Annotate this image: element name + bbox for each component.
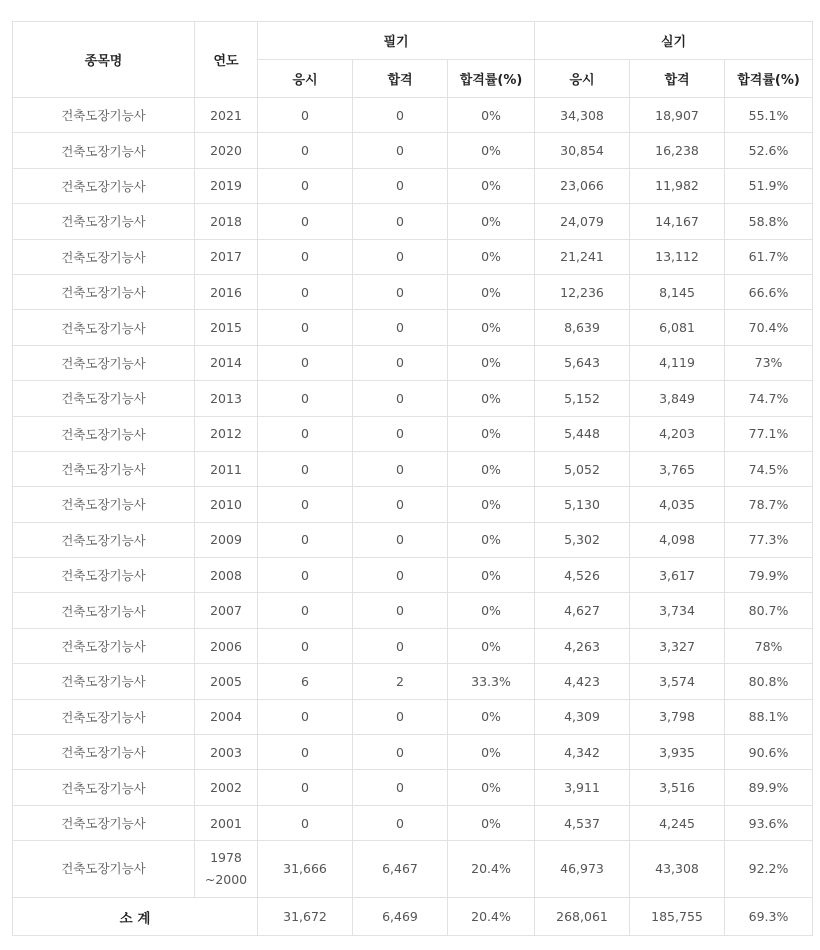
cell-name: 건축도장기능사: [13, 770, 195, 805]
cell-year: [195, 522, 258, 557]
table-row: [13, 558, 813, 593]
cell-practical-passed: 3,617: [630, 558, 725, 593]
header-year: 연도: [195, 22, 258, 98]
cell-written-passed: 0: [353, 416, 448, 451]
cell-written-passed: 0: [353, 239, 448, 274]
cell-practical-rate: 80.8%: [725, 664, 813, 699]
header-name: 종목명: [13, 22, 195, 98]
table-row: [13, 628, 813, 663]
cell-written-applied: 0: [258, 522, 353, 557]
cell-practical-rate: 88.1%: [725, 699, 813, 734]
cell-practical-passed: 3,798: [630, 699, 725, 734]
table-header: [13, 22, 813, 98]
cell-written-passed: 0: [353, 735, 448, 770]
total-practical-applied: 268,061: [535, 898, 630, 936]
cell-year: [195, 133, 258, 168]
table-row: [13, 805, 813, 840]
cell-name: 건축도장기능사: [13, 558, 195, 593]
cell-written-rate: 0%: [448, 522, 535, 557]
cell-practical-rate: 77.1%: [725, 416, 813, 451]
cell-written-rate: 0%: [448, 204, 535, 239]
table-row: [13, 522, 813, 557]
cell-practical-rate: 70.4%: [725, 310, 813, 345]
year-text: 2010: [210, 496, 242, 512]
cell-written-passed: 0: [353, 98, 448, 133]
table-row: [13, 416, 813, 451]
cell-year: [195, 805, 258, 840]
cell-name: 건축도장기능사: [13, 664, 195, 699]
cell-practical-applied: 4,309: [535, 699, 630, 734]
table-row: [13, 699, 813, 734]
cell-practical-applied: 12,236: [535, 274, 630, 309]
year-text: 2003: [210, 744, 242, 760]
cell-year: [195, 345, 258, 380]
cell-written-applied: 0: [258, 310, 353, 345]
cell-written-applied: 0: [258, 735, 353, 770]
header-practical-rate: 합격률(%): [725, 60, 813, 98]
cell-year: [195, 310, 258, 345]
cell-practical-rate: 55.1%: [725, 98, 813, 133]
cell-practical-rate: 78%: [725, 628, 813, 663]
year-text: 2009: [210, 532, 242, 548]
cell-name: 건축도장기능사: [13, 841, 195, 898]
cell-written-passed: 0: [353, 699, 448, 734]
cell-written-applied: 0: [258, 416, 353, 451]
cell-written-applied: 0: [258, 558, 353, 593]
year-text: 2017: [210, 249, 242, 265]
cell-written-applied: 0: [258, 805, 353, 840]
year-text: 2016: [210, 284, 242, 300]
cell-year: [195, 98, 258, 133]
cell-name: 건축도장기능사: [13, 416, 195, 451]
cell-written-rate: 0%: [448, 416, 535, 451]
year-text: 2005: [210, 673, 242, 689]
cell-written-rate: 0%: [448, 558, 535, 593]
table-row: [13, 274, 813, 309]
cell-practical-passed: 14,167: [630, 204, 725, 239]
cell-year: [195, 274, 258, 309]
cell-written-rate: 0%: [448, 381, 535, 416]
cell-practical-rate: 52.6%: [725, 133, 813, 168]
table-row: [13, 310, 813, 345]
cell-written-passed: 0: [353, 204, 448, 239]
cell-practical-rate: 51.9%: [725, 168, 813, 203]
cell-practical-applied: 5,448: [535, 416, 630, 451]
header-practical: 실기: [535, 22, 813, 60]
cell-practical-rate: 79.9%: [725, 558, 813, 593]
year-text: 2018: [210, 213, 242, 229]
cell-practical-passed: 4,245: [630, 805, 725, 840]
year-text: 2001: [210, 815, 242, 831]
header-row-top: [13, 22, 813, 60]
header-written-rate: 합격률(%): [448, 60, 535, 98]
year-text: 2013: [210, 390, 242, 406]
cell-practical-applied: 5,302: [535, 522, 630, 557]
cell-written-passed: 0: [353, 274, 448, 309]
cell-written-rate: 0%: [448, 487, 535, 522]
cell-practical-passed: 13,112: [630, 239, 725, 274]
cell-year: [195, 487, 258, 522]
cell-practical-applied: 4,627: [535, 593, 630, 628]
cell-written-rate: 20.4%: [448, 841, 535, 898]
year-text: 2007: [210, 603, 242, 619]
cell-practical-applied: 23,066: [535, 168, 630, 203]
cell-name: 건축도장기능사: [13, 98, 195, 133]
cell-written-passed: 0: [353, 451, 448, 486]
cell-written-rate: 0%: [448, 770, 535, 805]
cell-written-passed: 0: [353, 487, 448, 522]
cell-name: 건축도장기능사: [13, 168, 195, 203]
cell-practical-applied: 3,911: [535, 770, 630, 805]
cell-written-applied: 0: [258, 239, 353, 274]
table-row: [13, 770, 813, 805]
table-row: [13, 168, 813, 203]
cell-practical-passed: 3,734: [630, 593, 725, 628]
cell-name: 건축도장기능사: [13, 274, 195, 309]
cell-practical-passed: 6,081: [630, 310, 725, 345]
cell-written-applied: 0: [258, 381, 353, 416]
cell-year: [195, 416, 258, 451]
cell-written-rate: 0%: [448, 345, 535, 380]
year-text: 2019: [210, 178, 242, 194]
cell-practical-applied: 4,263: [535, 628, 630, 663]
cell-written-applied: 6: [258, 664, 353, 699]
cell-year: [195, 204, 258, 239]
total-row: [13, 898, 813, 936]
cell-practical-applied: 46,973: [535, 841, 630, 898]
exam-stats-table-container: [12, 21, 813, 936]
cell-name: 건축도장기능사: [13, 381, 195, 416]
cell-written-rate: 0%: [448, 239, 535, 274]
cell-practical-applied: 4,526: [535, 558, 630, 593]
cell-practical-applied: 5,130: [535, 487, 630, 522]
cell-practical-rate: 74.5%: [725, 451, 813, 486]
cell-written-rate: 0%: [448, 98, 535, 133]
cell-name: 건축도장기능사: [13, 451, 195, 486]
cell-name: 건축도장기능사: [13, 310, 195, 345]
cell-written-rate: 0%: [448, 451, 535, 486]
table-row: [13, 487, 813, 522]
cell-written-rate: 0%: [448, 628, 535, 663]
table-row: [13, 204, 813, 239]
cell-name: 건축도장기능사: [13, 345, 195, 380]
cell-year: [195, 558, 258, 593]
cell-written-rate: 0%: [448, 168, 535, 203]
cell-practical-applied: 8,639: [535, 310, 630, 345]
header-practical-applied: 응시: [535, 60, 630, 98]
cell-practical-applied: 24,079: [535, 204, 630, 239]
cell-written-passed: 0: [353, 133, 448, 168]
cell-name: 건축도장기능사: [13, 204, 195, 239]
cell-written-applied: 0: [258, 770, 353, 805]
total-practical-passed: 185,755: [630, 898, 725, 936]
cell-practical-applied: 5,052: [535, 451, 630, 486]
cell-name: 건축도장기능사: [13, 628, 195, 663]
table-row: [13, 98, 813, 133]
cell-name: 건축도장기능사: [13, 699, 195, 734]
cell-year: [195, 451, 258, 486]
header-written-passed: 합격: [353, 60, 448, 98]
cell-practical-rate: 89.9%: [725, 770, 813, 805]
cell-practical-rate: 61.7%: [725, 239, 813, 274]
cell-practical-applied: 34,308: [535, 98, 630, 133]
cell-practical-passed: 18,907: [630, 98, 725, 133]
cell-practical-passed: 3,935: [630, 735, 725, 770]
cell-written-passed: 6,467: [353, 841, 448, 898]
table-row: [13, 345, 813, 380]
cell-written-passed: 0: [353, 345, 448, 380]
cell-practical-passed: 11,982: [630, 168, 725, 203]
year-text: 2021: [210, 107, 242, 123]
year-text: 2014: [210, 355, 242, 371]
total-written-rate: 20.4%: [448, 898, 535, 936]
table-row: [13, 841, 813, 898]
cell-written-rate: 0%: [448, 310, 535, 345]
cell-written-rate: 0%: [448, 805, 535, 840]
table-row: [13, 451, 813, 486]
cell-practical-applied: 4,342: [535, 735, 630, 770]
cell-year: [195, 699, 258, 734]
cell-practical-passed: 3,327: [630, 628, 725, 663]
cell-practical-passed: 43,308: [630, 841, 725, 898]
cell-name: 건축도장기능사: [13, 487, 195, 522]
cell-year: [195, 770, 258, 805]
cell-practical-passed: 4,203: [630, 416, 725, 451]
cell-written-passed: 0: [353, 558, 448, 593]
cell-practical-rate: 78.7%: [725, 487, 813, 522]
cell-practical-applied: 5,643: [535, 345, 630, 380]
cell-written-rate: 0%: [448, 699, 535, 734]
cell-written-applied: 0: [258, 133, 353, 168]
year-text: 2006: [210, 638, 242, 654]
total-written-passed: 6,469: [353, 898, 448, 936]
cell-written-rate: 0%: [448, 735, 535, 770]
cell-written-passed: 0: [353, 310, 448, 345]
cell-written-applied: 31,666: [258, 841, 353, 898]
cell-name: 건축도장기능사: [13, 522, 195, 557]
cell-practical-rate: 92.2%: [725, 841, 813, 898]
cell-written-applied: 0: [258, 204, 353, 239]
year-text: 2011: [210, 461, 242, 477]
total-written-applied: 31,672: [258, 898, 353, 936]
cell-written-rate: 0%: [448, 274, 535, 309]
cell-written-applied: 0: [258, 168, 353, 203]
year-text: 2008: [210, 567, 242, 583]
cell-written-passed: 0: [353, 168, 448, 203]
table-row: [13, 381, 813, 416]
cell-practical-passed: 3,516: [630, 770, 725, 805]
cell-name: 건축도장기능사: [13, 239, 195, 274]
cell-name: 건축도장기능사: [13, 133, 195, 168]
cell-year: [195, 841, 258, 898]
table-body: [13, 98, 813, 936]
cell-practical-rate: 66.6%: [725, 274, 813, 309]
year-text: 2012: [210, 426, 242, 442]
cell-practical-rate: 74.7%: [725, 381, 813, 416]
year-text: 2004: [210, 709, 242, 725]
cell-practical-passed: 3,765: [630, 451, 725, 486]
header-practical-passed: 합격: [630, 60, 725, 98]
cell-year: [195, 381, 258, 416]
cell-practical-passed: 4,098: [630, 522, 725, 557]
cell-practical-applied: 21,241: [535, 239, 630, 274]
cell-name: 건축도장기능사: [13, 735, 195, 770]
header-written: 필기: [258, 22, 535, 60]
cell-practical-passed: 4,035: [630, 487, 725, 522]
cell-written-passed: 0: [353, 381, 448, 416]
cell-written-passed: 0: [353, 522, 448, 557]
year-text: 1978 ~2000: [204, 850, 248, 888]
cell-written-rate: 33.3%: [448, 664, 535, 699]
cell-year: [195, 664, 258, 699]
cell-practical-applied: 4,537: [535, 805, 630, 840]
cell-written-passed: 0: [353, 593, 448, 628]
cell-written-applied: 0: [258, 593, 353, 628]
year-text: 2015: [210, 320, 242, 336]
cell-written-applied: 0: [258, 487, 353, 522]
cell-name: 건축도장기능사: [13, 805, 195, 840]
cell-written-applied: 0: [258, 628, 353, 663]
total-practical-rate: 69.3%: [725, 898, 813, 936]
cell-year: [195, 168, 258, 203]
cell-practical-rate: 90.6%: [725, 735, 813, 770]
table-row: [13, 239, 813, 274]
cell-year: [195, 239, 258, 274]
cell-written-rate: 0%: [448, 133, 535, 168]
header-written-applied: 응시: [258, 60, 353, 98]
cell-written-applied: 0: [258, 699, 353, 734]
cell-practical-applied: 4,423: [535, 664, 630, 699]
cell-practical-passed: 16,238: [630, 133, 725, 168]
exam-stats-table: [12, 21, 813, 936]
cell-practical-applied: 30,854: [535, 133, 630, 168]
cell-written-applied: 0: [258, 451, 353, 486]
cell-written-passed: 0: [353, 770, 448, 805]
cell-year: [195, 628, 258, 663]
table-row: [13, 133, 813, 168]
cell-year: [195, 593, 258, 628]
cell-written-applied: 0: [258, 98, 353, 133]
year-text: 2020: [210, 143, 242, 159]
cell-year: [195, 735, 258, 770]
cell-practical-rate: 80.7%: [725, 593, 813, 628]
cell-written-passed: 0: [353, 805, 448, 840]
cell-written-applied: 0: [258, 345, 353, 380]
total-label: 소 계: [13, 898, 258, 936]
cell-practical-rate: 77.3%: [725, 522, 813, 557]
table-row: [13, 735, 813, 770]
cell-practical-passed: 3,574: [630, 664, 725, 699]
cell-written-passed: 2: [353, 664, 448, 699]
cell-written-rate: 0%: [448, 593, 535, 628]
cell-practical-rate: 58.8%: [725, 204, 813, 239]
table-row: [13, 593, 813, 628]
cell-written-passed: 0: [353, 628, 448, 663]
cell-practical-passed: 4,119: [630, 345, 725, 380]
cell-practical-rate: 73%: [725, 345, 813, 380]
cell-practical-passed: 3,849: [630, 381, 725, 416]
cell-practical-passed: 8,145: [630, 274, 725, 309]
cell-practical-applied: 5,152: [535, 381, 630, 416]
year-text: 2002: [210, 780, 242, 796]
cell-practical-rate: 93.6%: [725, 805, 813, 840]
table-row: [13, 664, 813, 699]
cell-name: 건축도장기능사: [13, 593, 195, 628]
cell-written-applied: 0: [258, 274, 353, 309]
